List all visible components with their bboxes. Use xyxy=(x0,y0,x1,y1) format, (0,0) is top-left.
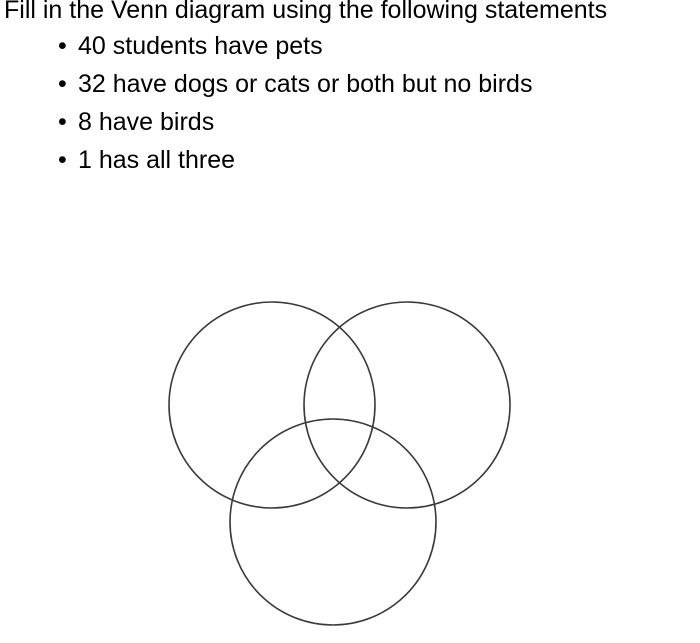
statement-text: 1 has all three xyxy=(78,146,236,174)
statement-text: 8 have birds xyxy=(78,108,215,136)
instruction-text: Fill in the Venn diagram using the following statements xyxy=(4,0,608,24)
statement-text: 32 have dogs or cats or both but no birds xyxy=(78,70,533,98)
venn-circle-top-left[interactable] xyxy=(169,302,375,508)
bullet-icon: • xyxy=(58,32,67,60)
bullet-icon: • xyxy=(58,146,67,174)
venn-circle-top-right[interactable] xyxy=(304,302,510,508)
bullet-icon: • xyxy=(58,108,67,136)
venn-circle-bottom[interactable] xyxy=(230,419,436,625)
bullet-icon: • xyxy=(58,70,67,98)
statement-text: 40 students have pets xyxy=(78,32,323,60)
